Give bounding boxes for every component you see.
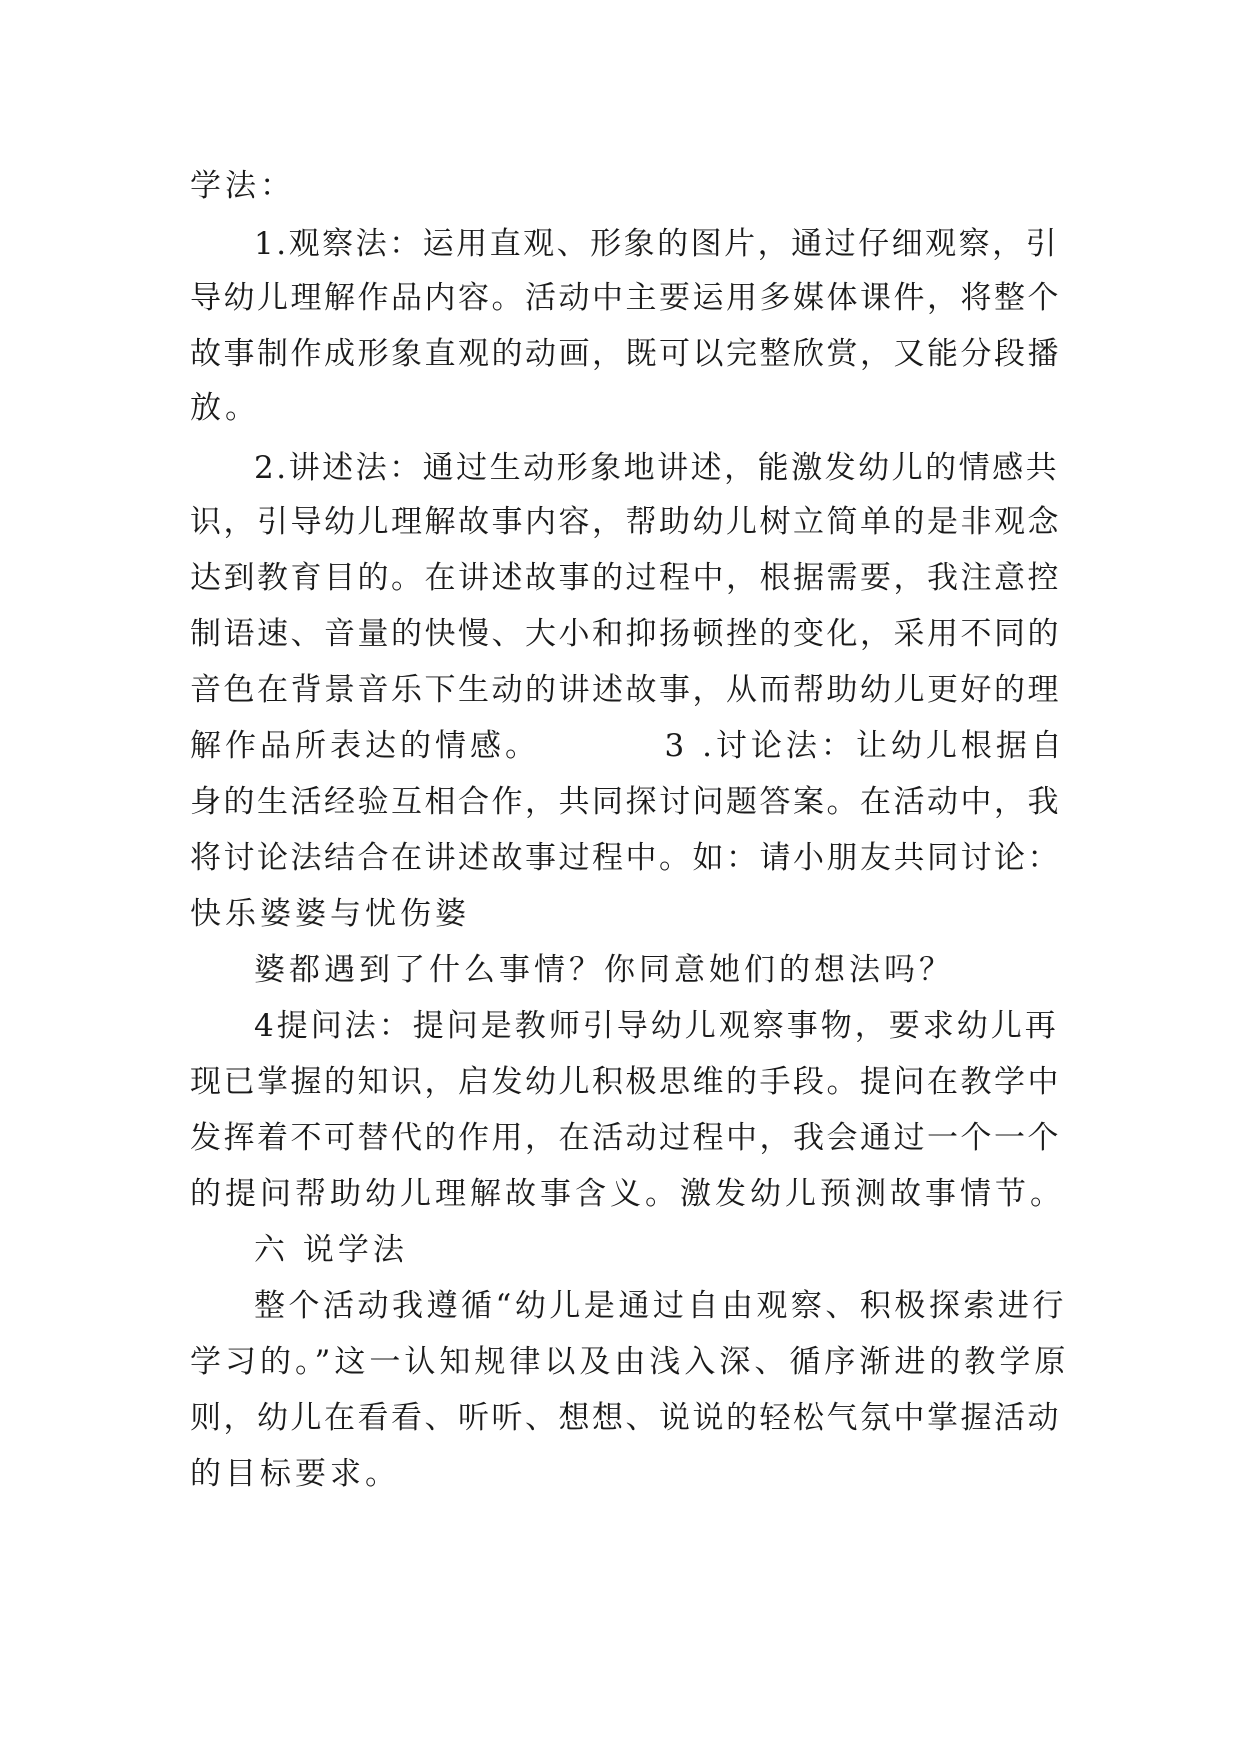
text-line-3: 导幼儿理解作品内容。活动中主要运用多媒体课件，将整个 (190, 280, 1061, 316)
text-line-13: 将讨论法结合在讲述故事过程中。如：请小朋友共同讨论： (190, 840, 1061, 876)
text-line-9: 制语速、音量的快慢、大小和抑扬顿挫的变化，采用不同的 (190, 616, 1061, 652)
text-line-23: 则，幼儿在看看、听听、想想、说说的轻松气氛中掌握活动 (190, 1400, 1061, 1436)
text-line-10: 音色在背景音乐下生动的讲述故事，从而帮助幼儿更好的理 (190, 672, 1061, 708)
text-line-15: 婆都遇到了什么事情？你同意她们的想法吗？ (254, 952, 954, 988)
text-line-1: 学法： (190, 168, 295, 204)
text-line-12: 身的生活经验互相合作，共同探讨问题答案。在活动中，我 (190, 784, 1061, 820)
text-line-11: 解作品所表达的情感。 3 .讨论法：让幼儿根据自 (190, 728, 1066, 764)
text-line-6: 2.讲述法：通过生动形象地讲述，能激发幼儿的情感共 (254, 450, 1060, 486)
text-line-24: 的目标要求。 (190, 1456, 400, 1492)
text-line-7: 识，引导幼儿理解故事内容，帮助幼儿树立简单的是非观念 (190, 504, 1061, 540)
text-line-14: 快乐婆婆与忧伤婆 (190, 896, 470, 932)
text-line-8: 达到教育目的。在讲述故事的过程中，根据需要，我注意控 (190, 560, 1061, 596)
text-line-21: 整个活动我遵循“幼儿是通过自由观察、积极探索进行 (254, 1288, 1067, 1324)
text-line-2: 1.观察法：运用直观、形象的图片，通过仔细观察，引 (254, 226, 1060, 262)
text-line-22: 学习的。”这一认知规律以及由浅入深、循序渐进的教学原 (190, 1344, 1070, 1380)
section-heading: 六 说学法 (254, 1232, 408, 1268)
text-line-5: 放。 (190, 390, 260, 426)
text-line-16: 4提问法：提问是教师引导幼儿观察事物，要求幼儿再 (254, 1008, 1059, 1044)
text-line-17: 现已掌握的知识，启发幼儿积极思维的手段。提问在教学中 (190, 1064, 1061, 1100)
text-line-4: 故事制作成形象直观的动画，既可以完整欣赏，又能分段播 (190, 336, 1061, 372)
text-line-18: 发挥着不可替代的作用，在活动过程中，我会通过一个一个 (190, 1120, 1061, 1156)
text-line-19: 的提问帮助幼儿理解故事含义。激发幼儿预测故事情节。 (190, 1176, 1065, 1212)
